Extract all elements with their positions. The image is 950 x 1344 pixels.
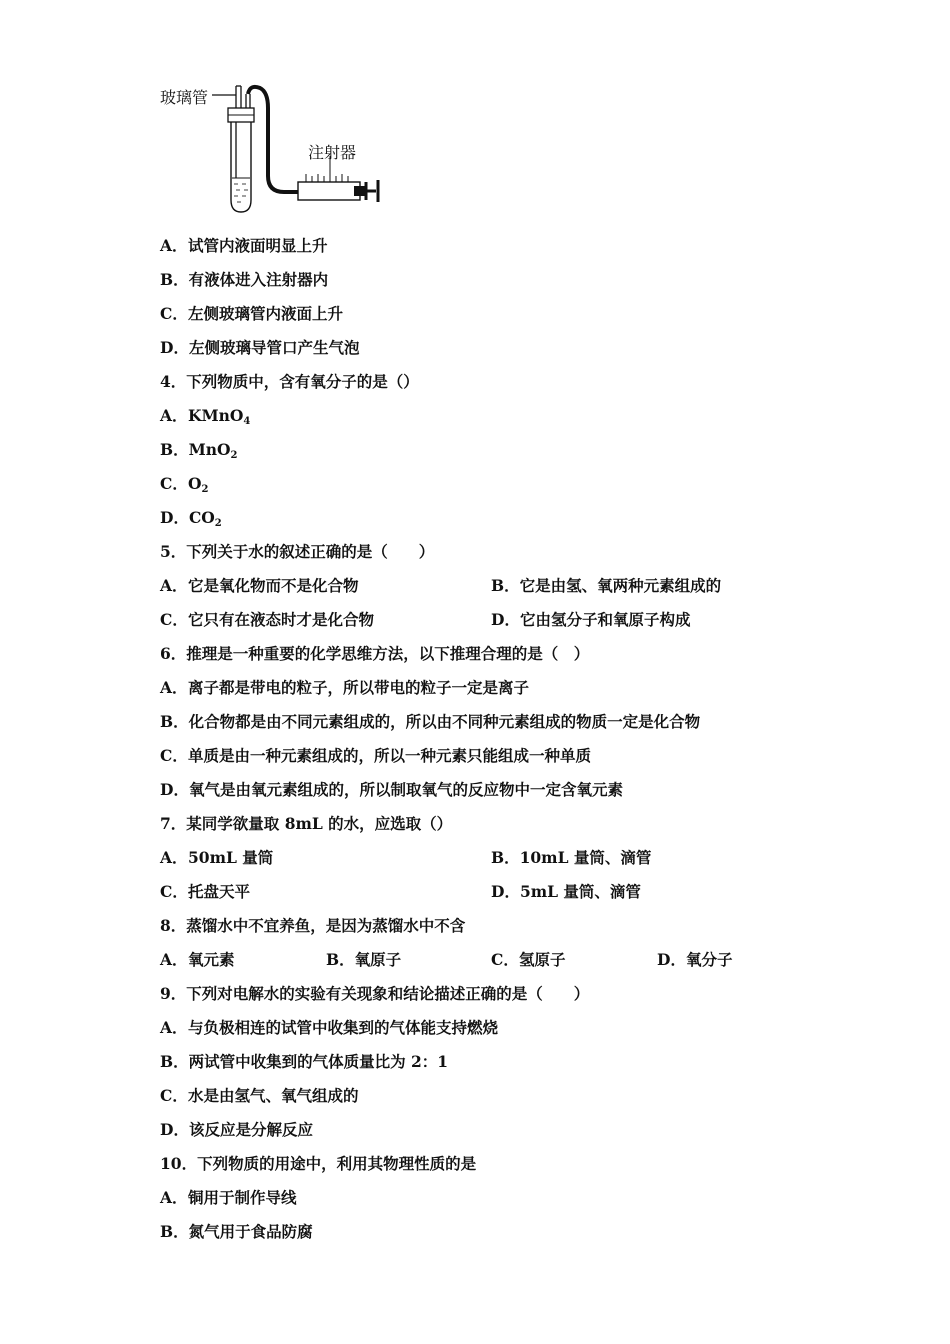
q10-option-a — [160, 1188, 297, 1208]
q10-option-b — [160, 1222, 313, 1242]
option-letter: C． — [160, 1086, 188, 1105]
option-letter: A． — [160, 1188, 188, 1207]
option-letter: A． — [160, 406, 188, 425]
question-number: 6． — [160, 644, 187, 663]
option-letter: A． — [160, 236, 188, 255]
q7-option-d — [491, 882, 641, 902]
q9-option-b — [160, 1052, 448, 1072]
q6-option-c — [160, 746, 591, 766]
q5-option-b — [491, 576, 721, 596]
glass-tube-label: 玻璃管 — [160, 88, 209, 107]
question-number: 4． — [160, 372, 187, 391]
q5-option-c — [160, 610, 374, 630]
option-text: 铜用于制作导线 — [188, 1188, 297, 1207]
question-number: 10． — [160, 1154, 198, 1173]
q8-option-b — [326, 950, 401, 970]
question-text: 下列物质中，含有氧分子的是（） — [186, 372, 419, 391]
q9-stem — [160, 984, 589, 1004]
option-text: 与负极相连的试管中收集到的气体能支持燃烧 — [188, 1018, 499, 1037]
option-text: 50mL 量筒 — [188, 848, 274, 867]
q3-option-d — [160, 338, 359, 358]
q9-option-c — [160, 1086, 359, 1106]
option-text: 试管内液面明显上升 — [188, 236, 328, 255]
option-letter: C． — [160, 474, 188, 493]
q5-stem — [160, 542, 434, 562]
option-text: 它由氢分子和氧原子构成 — [519, 610, 691, 629]
option-letter: D． — [160, 508, 189, 527]
option-letter: B． — [491, 576, 520, 595]
q3-option-c — [160, 304, 343, 324]
q8-option-d — [657, 950, 732, 970]
option-letter: C． — [160, 304, 188, 323]
formula-subscript: 4 — [243, 416, 251, 427]
q6-option-d — [160, 780, 623, 800]
q4-option-a — [160, 406, 250, 432]
option-text: 离子都是带电的粒子，所以带电的粒子一定是离子 — [188, 678, 530, 697]
option-text: 化合物都是由不同元素组成的，所以由不同种元素组成的物质一定是化合物 — [188, 712, 701, 731]
option-text: 该反应是分解反应 — [188, 1120, 313, 1139]
q7-option-c — [160, 882, 250, 902]
option-text: 氧气是由氧元素组成的，所以制取氧气的反应物中一定含氧元素 — [188, 780, 623, 799]
option-text: 氧分子 — [685, 950, 733, 969]
question-text: 某同学欲量取 8mL 的水，应选取（） — [186, 814, 453, 833]
option-letter: C． — [160, 746, 188, 765]
formula-subscript: 2 — [201, 484, 209, 495]
option-letter: D． — [491, 610, 520, 629]
q4-stem — [160, 372, 419, 392]
option-letter: D． — [657, 950, 686, 969]
question-text: 下列关于水的叙述正确的是（ ） — [186, 542, 435, 561]
q4-option-c — [160, 474, 208, 500]
option-text: 10mL 量筒、滴管 — [519, 848, 652, 867]
q7-option-b — [491, 848, 651, 868]
formula-subscript: 2 — [214, 518, 222, 529]
q5-option-d — [491, 610, 690, 630]
q8-option-a — [160, 950, 235, 970]
formula-text: O — [188, 474, 202, 493]
q10-stem — [160, 1154, 476, 1174]
question-number: 5． — [160, 542, 187, 561]
option-text: 氢原子 — [519, 950, 566, 969]
q4-option-b — [160, 440, 238, 466]
q6-option-b — [160, 712, 700, 732]
option-text: 它是氧化物而不是化合物 — [188, 576, 359, 595]
question-number: 9． — [160, 984, 187, 1003]
option-text: 左侧玻璃管内液面上升 — [188, 304, 344, 323]
question-text: 下列对电解水的实验有关现象和结论描述正确的是（ ） — [186, 984, 590, 1003]
q8-option-c — [491, 950, 566, 970]
option-letter: D． — [160, 1120, 189, 1139]
option-letter: A． — [160, 576, 188, 595]
option-letter: A． — [160, 678, 188, 697]
option-letter: D． — [160, 338, 189, 357]
option-letter: B． — [160, 440, 189, 459]
option-letter: B． — [491, 848, 520, 867]
question-text: 推理是一种重要的化学思维方法，以下推理合理的是（ ） — [186, 644, 590, 663]
q6-option-a — [160, 678, 529, 698]
question-number: 7． — [160, 814, 187, 833]
q7-stem — [160, 814, 452, 834]
q6-stem — [160, 644, 589, 664]
option-letter: B． — [160, 712, 189, 731]
syringe-label: 注射器 — [308, 143, 357, 162]
option-letter: B． — [160, 270, 189, 289]
question-number: 8． — [160, 916, 187, 935]
q4-option-d — [160, 508, 222, 534]
option-text: 氧原子 — [354, 950, 402, 969]
q9-option-a — [160, 1018, 498, 1038]
formula-subscript: 2 — [230, 450, 238, 461]
option-letter: A． — [160, 1018, 188, 1037]
q5-option-a — [160, 576, 359, 596]
option-letter: D． — [491, 882, 520, 901]
option-text: 它是由氢、氧两种元素组成的 — [519, 576, 722, 595]
option-text: 托盘天平 — [188, 882, 251, 901]
q3-option-a — [160, 236, 328, 256]
option-letter: A． — [160, 848, 188, 867]
q7-option-a — [160, 848, 273, 868]
option-letter: B． — [326, 950, 355, 969]
option-letter: B． — [160, 1222, 189, 1241]
option-text: 单质是由一种元素组成的，所以一种元素只能组成一种单质 — [188, 746, 592, 765]
q3-option-b — [160, 270, 328, 290]
question-text: 蒸馏水中不宜养鱼，是因为蒸馏水中不含 — [186, 916, 466, 935]
option-letter: C． — [160, 610, 188, 629]
option-letter: D． — [160, 780, 189, 799]
option-text: 左侧玻璃导管口产生气泡 — [188, 338, 360, 357]
option-text: 氧元素 — [188, 950, 235, 969]
q8-stem — [160, 916, 465, 936]
formula-text: MnO — [188, 440, 231, 459]
option-letter: A． — [160, 950, 188, 969]
formula-text: CO — [188, 508, 215, 527]
apparatus-drawing — [158, 78, 398, 218]
option-text: 5mL 量筒、滴管 — [519, 882, 641, 901]
option-text: 它只有在液态时才是化合物 — [188, 610, 375, 629]
option-text: 氮气用于食品防腐 — [188, 1222, 313, 1241]
q9-option-d — [160, 1120, 313, 1140]
question-text: 下列物质的用途中，利用其物理性质的是 — [197, 1154, 477, 1173]
option-text: 水是由氢气、氧气组成的 — [188, 1086, 359, 1105]
option-text: 有液体进入注射器内 — [188, 270, 329, 289]
apparatus-figure — [158, 78, 398, 218]
option-text: 两试管中收集到的气体质量比为 2：1 — [188, 1052, 449, 1071]
option-letter: C． — [491, 950, 519, 969]
option-letter: B． — [160, 1052, 189, 1071]
formula-text: KMnO — [188, 406, 244, 425]
option-letter: C． — [160, 882, 188, 901]
